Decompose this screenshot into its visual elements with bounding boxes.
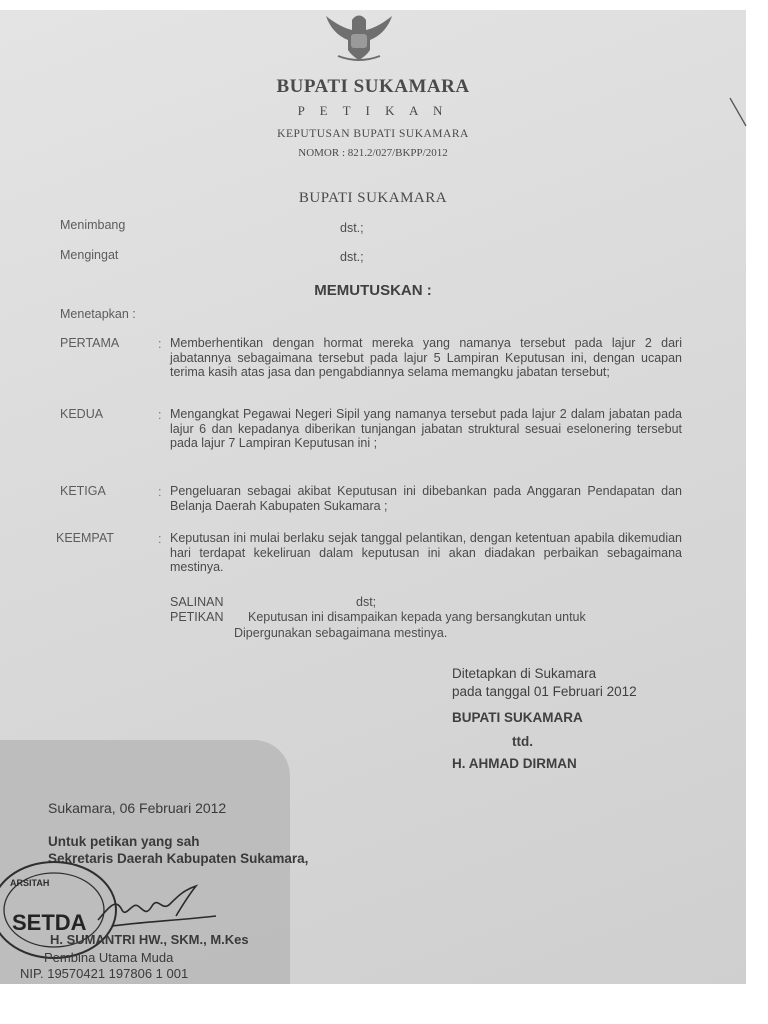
certifier-name: H. SUMANTRI HW., SKM., M.Kes — [50, 932, 249, 947]
petikan-line2: Dipergunakan sebagaimana mestinya. — [234, 626, 448, 640]
menetapkan-label: Menetapkan : — [60, 307, 136, 321]
certifier-rank: Pembina Utama Muda — [44, 950, 174, 965]
document-page — [0, 10, 746, 984]
article-label: KETIGA — [60, 484, 106, 498]
document-subtitle: P E T I K A N — [297, 103, 449, 118]
article-colon: : — [158, 532, 162, 546]
office-title: BUPATI SUKAMARA — [298, 190, 448, 206]
salinan-value: dst; — [356, 595, 377, 609]
article-text: Memberhentikan dengan hormat mereka yang namanya tersebut pada lajur 2 dari jabatannya sebagaimana tersebut pada lajur 5 Lampiran Keputusan ini, dengan ucapan terima kasih atas jasa dan pengabdiannya selama memangku jabatan tersebut; — [170, 336, 682, 379]
handwritten-signature — [92, 876, 222, 936]
salinan-label: SALINAN — [170, 595, 224, 609]
certification-line1: Untuk petikan yang sah — [48, 834, 200, 849]
petikan-label: PETIKAN — [170, 610, 224, 624]
article-label: KEDUA — [60, 407, 104, 421]
article-colon: : — [158, 408, 162, 422]
article-label: PERTAMA — [60, 336, 120, 350]
article-colon: : — [158, 485, 162, 499]
menimbang-label: Menimbang — [60, 218, 126, 232]
document-title: BUPATI SUKAMARA — [276, 76, 470, 97]
page-edge-mark — [728, 96, 748, 130]
mengingat-value: dst.; — [340, 250, 364, 264]
signature-place: Ditetapkan di Sukamara — [452, 666, 597, 681]
stamp-text: SETDA — [12, 910, 87, 935]
decree-number: NOMOR : 821.2/027/BKPP/2012 — [298, 147, 448, 159]
signature-office: BUPATI SUKAMARA — [452, 710, 583, 725]
article-colon: : — [158, 337, 162, 351]
signature-ttd: ttd. — [512, 734, 533, 749]
certification-line2: Sekretaris Daerah Kabupaten Sukamara, — [48, 851, 309, 866]
article-text: Keputusan ini mulai berlaku sejak tanggal pelantikan, dengan ketentuan apabila dikemudian hari terdapat kekeliruan dalam keputusan ini akan diadakan perbaikan sebagaimana mestinya. — [170, 531, 682, 574]
signature-name: H. AHMAD DIRMAN — [452, 756, 577, 771]
certification-date: Sukamara, 06 Februari 2012 — [48, 800, 227, 816]
garuda-emblem-icon — [318, 10, 400, 62]
article-text: Mengangkat Pegawai Negeri Sipil yang namanya tersebut pada lajur 2 dalam jabatan pada lajur 6 dan kepadanya diberikan tunjangan jabatan struktural sesuai eselonering tersebut pada lajur 7 Lampiran Keputusan ini ; — [170, 407, 682, 450]
article-text: Pengeluaran sebagai akibat Keputusan ini dibebankan pada Anggaran Pendapatan dan Belanja Daerah Kabupaten Sukamara ; — [170, 484, 682, 513]
certifier-nip: NIP. 19570421 197806 1 001 — [20, 966, 189, 981]
signature-date: pada tanggal 01 Februari 2012 — [452, 684, 637, 699]
stamp-ring-text: ARSITAH — [10, 878, 50, 888]
article-label: KEEMPAT — [56, 531, 114, 545]
petikan-line1: Keputusan ini disampaikan kepada yang bersangkutan untuk — [248, 610, 586, 624]
decree-title: KEPUTUSAN BUPATI SUKAMARA — [277, 128, 469, 140]
mengingat-label: Mengingat — [60, 248, 119, 262]
decision-heading: MEMUTUSKAN : — [314, 282, 432, 299]
menimbang-value: dst.; — [340, 221, 364, 235]
